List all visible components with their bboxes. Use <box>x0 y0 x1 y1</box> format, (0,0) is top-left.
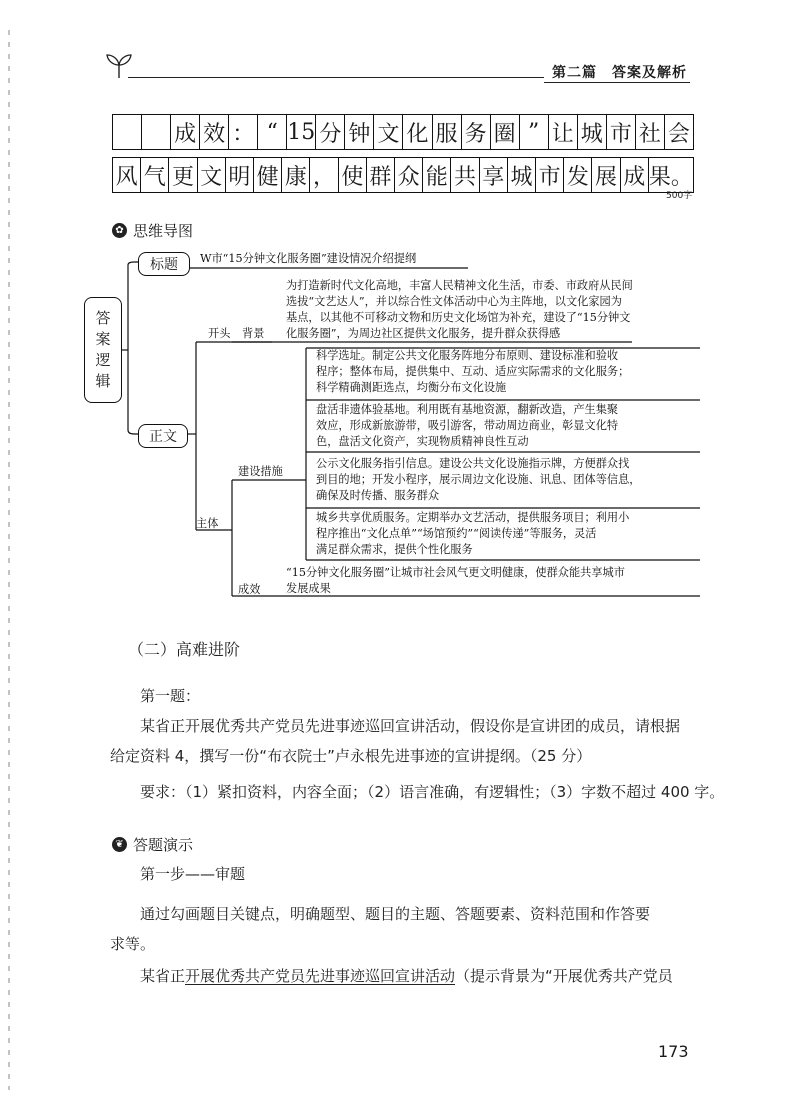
para1-line2: 求等。 <box>110 935 156 953</box>
grid-cell: 会 <box>667 121 690 147</box>
text-line: 程序；整体布局，提供集中、互动、适应实际需求的文化服务； <box>316 365 630 378</box>
step-1: 第一步——审题 <box>140 865 246 883</box>
grid-cell: “ <box>258 115 287 149</box>
grid-cell: 众 <box>395 158 423 192</box>
grid-cell: 气 <box>141 158 169 192</box>
text-line: 科学选址。制定公共文化服务阵地分布原则、建设标准和验收 <box>316 349 619 362</box>
grid-cell: 文 <box>374 115 403 149</box>
text-line: 色，盘活文化资产，实现物质精神良性互动 <box>316 435 529 448</box>
measures-node: 建设措施 <box>238 465 283 478</box>
question-1-requirements: 要求：（1）紧扣资料，内容全面；（2）语言准确，有逻辑性；（3）字数不超过 400 字。 <box>140 783 725 801</box>
para1-line1: 通过勾画题目关键点，明确题型、题目的主题、答题要素、资料范围和作答要 <box>140 905 651 923</box>
grid-cell: 化 <box>403 115 432 149</box>
measure-3 <box>316 456 640 504</box>
para2-underlined: 开展优秀共产党员先进事迹巡回宣讲活动 <box>185 967 456 985</box>
text-line: 为打造新时代文化高地，丰富人民精神文化生活，市委、市政府从民间 <box>286 279 633 292</box>
demo-heading <box>112 834 193 855</box>
grid-cell: 发 <box>564 158 592 192</box>
demo-heading-text: 答题演示 <box>133 836 194 854</box>
text-line: 城乡共享优质服务。定期举办文艺活动，提供服务项目；利用小 <box>316 511 630 524</box>
grid-cell: 分 <box>316 115 345 149</box>
text-line: 选拔“文艺达人”，并以综合性文体活动中心为主阵地，以文化家园为 <box>286 295 622 308</box>
text-line: 到目的地；开发小程序，展示周边文化设施、讯息、团体等信息， <box>316 473 641 486</box>
page-number: 173 <box>658 1042 689 1061</box>
word-count: 500字 <box>666 191 693 201</box>
text-line: 科学精确测距选点，均衡分布文化设施 <box>316 381 507 394</box>
grid-cell: 城 <box>508 158 536 192</box>
question-1-label: 第一题： <box>140 687 201 705</box>
grid-cell: 让 <box>549 115 578 149</box>
question-1-text-line1: 某省正开展优秀共产党员先进事迹巡回宣讲活动，假设你是宣讲团的成员，请根据 <box>140 717 681 735</box>
grid-cell: 使 <box>339 158 367 192</box>
title-node: 标题 <box>138 252 190 276</box>
text-line: 效应，形成新旅游带，吸引游客，带动周边商业，彰显文化特 <box>316 419 619 432</box>
grid-cell: 服 <box>433 115 462 149</box>
grid-cell: 成 <box>171 115 200 149</box>
text-line: 化服务圈”，为周边社区提供文化服务，提升群众获得感 <box>286 327 561 340</box>
grid-cell: 风 <box>113 158 141 192</box>
background-node: 背景 <box>242 327 265 340</box>
para2 <box>140 966 673 986</box>
grid-cell: 果。 <box>648 164 693 190</box>
body-node: 正文 <box>138 424 188 448</box>
grid-cell: 务 <box>462 115 491 149</box>
grid-cell: ” <box>520 115 549 149</box>
advanced-heading: （二）高难进阶 <box>128 640 241 659</box>
grid-cell: 成 <box>621 158 649 192</box>
grid-cell: 共 <box>451 158 479 192</box>
grid-cell: 更 <box>169 158 197 192</box>
grid-cell: 圈 <box>491 115 520 149</box>
grid-cell: 15 <box>287 115 316 149</box>
text-line: 公示文化服务指引信息。建设公共文化设施指示牌，方便群众找 <box>316 457 630 470</box>
grid-cell: 社 <box>636 115 665 149</box>
effect-text <box>286 565 625 597</box>
grid-cell: 健 <box>254 158 282 192</box>
grid-cell: 钟 <box>345 115 374 149</box>
root-char: 案 <box>95 330 111 348</box>
main-node: 主体 <box>196 517 219 530</box>
grid-cell: ， <box>310 158 338 192</box>
root-char: 逻 <box>95 351 111 369</box>
opening-node: 开头 <box>208 327 231 340</box>
grid-cell: 能 <box>423 158 451 192</box>
text-line: 程序推出“文化点单”“场馆预约”“阅读传递”等服务，灵活 <box>316 527 597 540</box>
leaf-icon: ❦ <box>112 837 127 852</box>
background-text <box>286 278 633 342</box>
effect-node: 成效 <box>238 583 261 596</box>
grid-cell: 文 <box>198 158 226 192</box>
root-char: 答 <box>95 309 111 327</box>
grid-cell: ： <box>229 115 258 149</box>
text-line: 基点，以其他不可移动文物和历史文化场馆为补充，建设了“15分钟文 <box>286 311 631 324</box>
mindmap-root <box>84 297 122 403</box>
measure-2 <box>316 402 618 450</box>
para2-a: 某省正 <box>140 967 186 985</box>
text-line: 盘活非遗体验基地。利用既有基地资源，翻新改造，产生集聚 <box>316 403 619 416</box>
grid-cell: 明 <box>226 158 254 192</box>
text-line: 发展成果 <box>286 582 331 595</box>
grid-cell: 康 <box>282 158 310 192</box>
para2-c: （提示背景为“开展优秀共产党员 <box>455 967 673 985</box>
grid-cell: 展 <box>592 158 620 192</box>
question-1-text-line2: 给定资料 4，撰写一份“布衣院士”卢永根先进事迹的宣讲提纲。（25 分） <box>110 747 592 765</box>
measure-1 <box>316 348 629 396</box>
text-line: “15分钟文化服务圈”让城市社会风气更文明健康，使群众能共享城市 <box>286 566 625 579</box>
text-line: 满足群众需求，提供个性化服务 <box>316 543 473 556</box>
root-char: 辑 <box>95 372 111 390</box>
flower-icon: ✿ <box>112 223 127 238</box>
grid-cell: 效 <box>200 115 229 149</box>
header-title: 第二篇 答案及解析 <box>552 65 687 81</box>
grid-cell: 市 <box>607 115 636 149</box>
mindmap-heading-text: 思维导图 <box>133 222 194 240</box>
title-text: W市“15分钟文化服务圈”建设情况介绍提纲 <box>200 252 417 265</box>
grid-cell: 市 <box>536 158 564 192</box>
measure-4 <box>316 510 629 558</box>
grid-cell: 享 <box>480 158 508 192</box>
text-line: 确保及时传播、服务群众 <box>316 489 440 502</box>
grid-cell: 群 <box>367 158 395 192</box>
grid-cell: 城 <box>578 115 607 149</box>
